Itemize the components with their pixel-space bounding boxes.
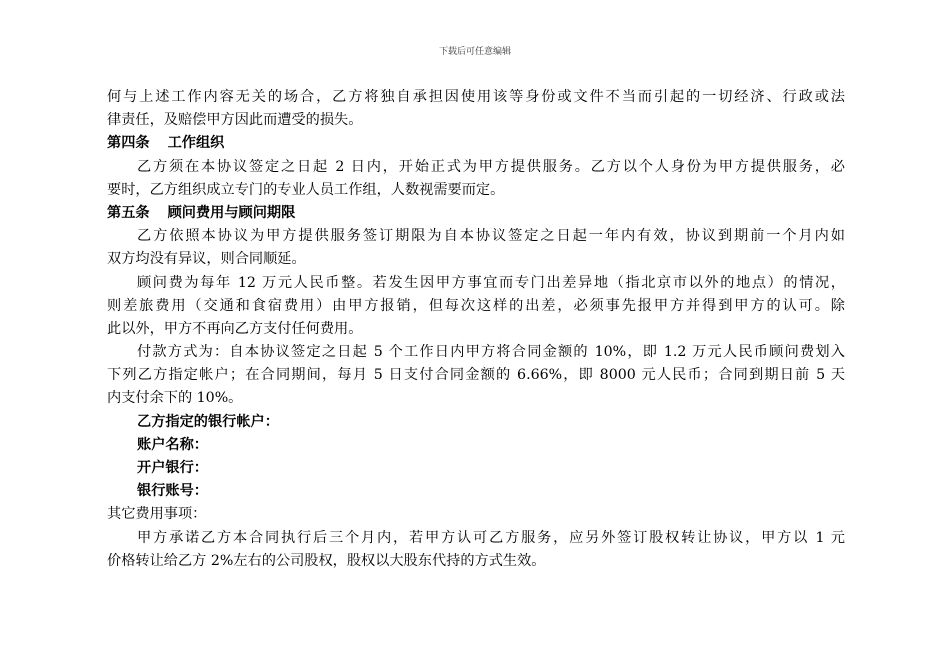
paragraph-line: 则差旅费用（交通和食宿费用）由甲方报销，但每次这样的出差，必须事先报甲方并得到甲方的认可。除	[107, 297, 845, 314]
article-5-title: 顾问费用与顾问期限	[167, 204, 296, 221]
paragraph-line: 律责任，及赔偿甲方因此而遭受的损失。	[107, 112, 363, 129]
paragraph-line: 价格转让给乙方 2%左右的公司股权，股权以大股东代持的方式生效。	[107, 552, 546, 569]
bank-account-heading: 乙方指定的银行帐户：	[137, 413, 279, 430]
bank-account-number-label: 银行账号：	[137, 483, 208, 500]
paragraph-line: 何与上述工作内容无关的场合，乙方将独自承担因使用该等身份或文件不当而引起的一切经济、行政或法	[107, 89, 845, 105]
paragraph-line: 甲方承诺乙方本合同执行后三个月内，若甲方认可乙方服务，应另外签订股权转让协议，甲方以 1 元	[137, 529, 845, 546]
article-5-heading	[107, 202, 845, 225]
paragraph-line: 乙方须在本协议签定之日起 2 日内，开始正式为甲方提供服务。乙方以个人身份为甲方提供服务，必	[137, 158, 845, 175]
paragraph-line: 内支付余下的 10%。	[107, 390, 243, 407]
page-header: 下载后可任意编辑	[438, 47, 511, 57]
document-body	[107, 86, 845, 573]
bank-branch-label: 开户银行：	[137, 460, 208, 476]
paragraph-line: 顾问费为每年 12 万元人民币整。若发生因甲方事宜而专门出差异地（指北京市以外的地点）的情况，	[137, 274, 845, 291]
paragraph-line: 此以外，甲方不再向乙方支付任何费用。	[107, 320, 363, 337]
paragraph-line: 下列乙方指定帐户；在合同期间，每月 5 日支付合同金额的 6.66%，即 8000 元人民币；合同到期日前 5 天	[107, 367, 845, 384]
article-5-number: 第五条	[107, 204, 150, 221]
other-fees-heading: 其它费用事项：	[107, 506, 207, 523]
paragraph-line: 双方均没有异议，则合同顺延。	[107, 251, 306, 268]
article-4-heading	[107, 132, 845, 155]
paragraph-line: 付款方式为：自本协议签定之日起 5 个工作日内甲方将合同金额的 10%，即 1.2 万元人民币顾问费划入	[137, 344, 845, 361]
paragraph-line: 乙方依照本协议为甲方提供服务签订期限为自本协议签定之日起一年内有效，协议到期前一个月内如	[137, 228, 845, 245]
article-4-title: 工作组织	[167, 135, 225, 152]
bank-account-name-label: 账户名称：	[137, 436, 208, 453]
article-4-number: 第四条	[107, 135, 150, 152]
paragraph-line: 要时，乙方组织成立专门的专业人员工作组，人数视需要而定。	[107, 181, 505, 198]
